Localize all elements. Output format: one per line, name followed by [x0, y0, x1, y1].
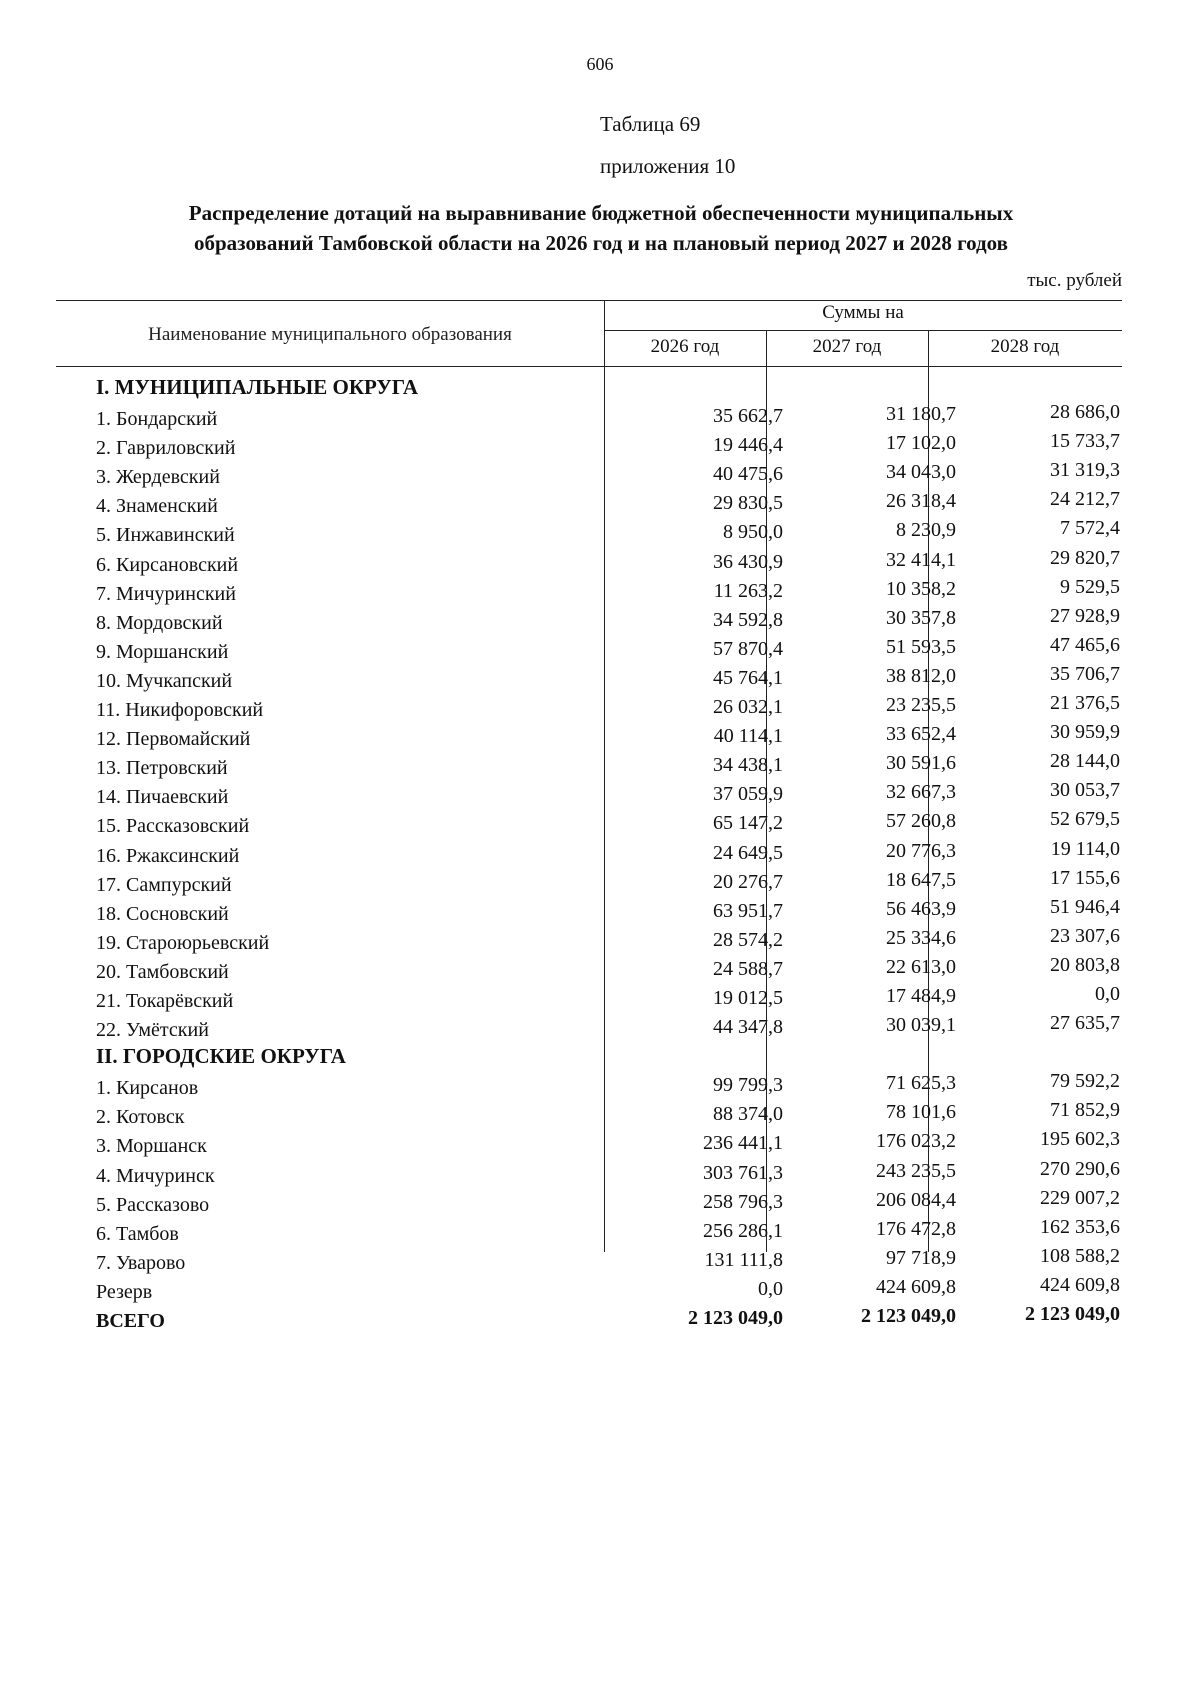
value-2027: 31 180,7	[886, 403, 956, 426]
value-2028: 51 946,4	[1050, 895, 1120, 918]
appendix-reference: приложения 10	[600, 154, 736, 178]
value-2026: 236 441,1	[703, 1132, 783, 1155]
table-top-border	[56, 300, 1122, 301]
value-2028: 270 290,6	[1040, 1157, 1120, 1180]
value-2026: 34 438,1	[713, 754, 783, 777]
value-2028: 29 820,7	[1050, 546, 1120, 569]
value-2026: 57 870,4	[713, 637, 783, 660]
municipality-name: 16. Ржаксинский	[96, 844, 240, 867]
value-2027: 17 484,9	[886, 984, 956, 1007]
municipality-name: 6. Тамбов	[96, 1222, 179, 1245]
municipality-name: 14. Пичаевский	[96, 786, 229, 809]
value-2026: 26 032,1	[713, 696, 783, 719]
value-2028: 31 319,3	[1050, 459, 1120, 482]
value-2027: 32 414,1	[886, 548, 956, 571]
value-2028: 28 144,0	[1050, 750, 1120, 773]
value-2027: 22 613,0	[886, 955, 956, 978]
value-2026: 19 446,4	[713, 434, 783, 457]
value-2026: 29 830,5	[713, 492, 783, 515]
header-sums: Суммы на	[822, 302, 904, 323]
value-2028: 21 376,5	[1050, 692, 1120, 715]
municipality-name: 19. Староюрьевский	[96, 931, 270, 954]
header-year-2027: 2027 год	[812, 336, 882, 357]
value-2028: 20 803,8	[1050, 953, 1120, 976]
municipality-name: 5. Рассказово	[96, 1193, 210, 1216]
value-2028: 35 706,7	[1050, 662, 1120, 685]
value-2028: 0,0	[1095, 982, 1120, 1005]
municipality-name: 1. Бондарский	[96, 408, 218, 431]
value-2028: 71 852,9	[1050, 1099, 1120, 1122]
value-2026: 24 649,5	[713, 841, 783, 864]
municipality-name: 2. Котовск	[96, 1106, 185, 1129]
document-title	[96, 198, 1106, 258]
header-bottom-border	[56, 366, 1122, 367]
municipality-name: 13. Петровский	[96, 757, 228, 780]
municipality-name: 18. Сосновский	[96, 902, 229, 925]
value-2028: 30 053,7	[1050, 779, 1120, 802]
value-2026: 28 574,2	[713, 928, 783, 951]
value-2027: 10 358,2	[886, 577, 956, 600]
value-2027: 30 591,6	[886, 752, 956, 775]
value-2027: 17 102,0	[886, 432, 956, 455]
value-2028: 19 114,0	[1050, 837, 1120, 860]
municipality-name: 8. Мордовский	[96, 611, 223, 634]
value-2027: 25 334,6	[886, 926, 956, 949]
value-2028: 17 155,6	[1050, 866, 1120, 889]
municipality-name: 9. Моршанский	[96, 640, 229, 663]
municipality-name: 3. Жердевский	[96, 466, 220, 489]
municipality-name: 6. Кирсановский	[96, 553, 239, 576]
municipality-name: 11. Никифоровский	[96, 699, 264, 722]
value-2028: 24 212,7	[1050, 488, 1120, 511]
value-2026: 36 430,9	[713, 550, 783, 573]
value-2027: 2 123 049,0	[861, 1305, 956, 1327]
value-2026: 24 588,7	[713, 957, 783, 980]
value-2027: 34 043,0	[886, 461, 956, 484]
header-year-2028: 2028 год	[990, 336, 1060, 357]
value-2027: 243 235,5	[876, 1159, 956, 1182]
value-2027: 20 776,3	[886, 839, 956, 862]
value-2028: 229 007,2	[1040, 1186, 1120, 1209]
header-name-column: Наименование муниципального образования	[148, 324, 512, 345]
value-2027: 97 718,9	[886, 1246, 956, 1269]
value-2028: 79 592,2	[1050, 1070, 1120, 1093]
value-2027: 8 230,9	[896, 519, 956, 542]
value-2026: 99 799,3	[713, 1074, 783, 1097]
value-2026: 45 764,1	[713, 666, 783, 689]
municipality-name: I. МУНИЦИПАЛЬНЫЕ ОКРУГА	[96, 375, 419, 399]
municipality-name: 5. Инжавинский	[96, 524, 235, 547]
page-number: 606	[586, 54, 614, 74]
value-2026: 40 475,6	[713, 463, 783, 486]
value-2028: 9 529,5	[1060, 575, 1120, 598]
value-2026: 40 114,1	[713, 725, 783, 748]
value-2026: 20 276,7	[713, 870, 783, 893]
value-2026: 19 012,5	[713, 986, 783, 1009]
value-2027: 78 101,6	[886, 1101, 956, 1124]
value-2027: 32 667,3	[886, 781, 956, 804]
value-2026: 303 761,3	[703, 1161, 783, 1184]
table-row	[96, 1012, 1122, 1045]
municipality-name: 21. Токарёвский	[96, 989, 234, 1012]
title-line-1: Распределение дотаций на выравнивание бюджетной обеспеченности муниципальных	[188, 201, 1014, 225]
value-2026: 35 662,7	[713, 405, 783, 428]
municipality-name: 15. Рассказовский	[96, 815, 250, 838]
value-2026: 256 286,1	[703, 1219, 783, 1242]
table-body	[96, 376, 1122, 1336]
value-2028: 424 609,8	[1040, 1273, 1120, 1296]
value-2028: 162 353,6	[1040, 1215, 1120, 1238]
header-divider	[604, 330, 1122, 331]
municipality-name: 7. Мичуринский	[96, 582, 236, 605]
value-2028: 27 635,7	[1050, 1012, 1120, 1035]
municipality-name: 22. Умётский	[96, 1019, 209, 1042]
units-label: тыс. рублей	[1027, 270, 1122, 291]
municipality-name: 2. Гавриловский	[96, 437, 236, 460]
value-2027: 56 463,9	[886, 897, 956, 920]
value-2028: 27 928,9	[1050, 604, 1120, 627]
municipality-name: 4. Знаменский	[96, 495, 218, 518]
value-2027: 18 647,5	[886, 868, 956, 891]
value-2027: 176 023,2	[876, 1130, 956, 1153]
value-2027: 30 357,8	[886, 606, 956, 629]
value-2028: 15 733,7	[1050, 430, 1120, 453]
municipality-name: II. ГОРОДСКИЕ ОКРУГА	[96, 1044, 346, 1069]
value-2026: 37 059,9	[713, 783, 783, 806]
value-2027: 23 235,5	[886, 694, 956, 717]
municipality-name: 12. Первомайский	[96, 728, 251, 751]
municipality-name: 1. Кирсанов	[96, 1077, 199, 1100]
value-2026: 88 374,0	[713, 1103, 783, 1126]
value-2028: 47 465,6	[1050, 633, 1120, 656]
value-2027: 38 812,0	[886, 664, 956, 687]
municipality-name: 3. Моршанск	[96, 1135, 207, 1158]
value-2026: 131 111,8	[704, 1248, 783, 1271]
title-line-2: образований Тамбовской области на 2026 год и на плановый период 2027 и 2028 годов	[194, 231, 1008, 255]
value-2026: 11 263,2	[713, 579, 783, 602]
value-2027: 424 609,8	[876, 1275, 956, 1298]
municipality-name: 10. Мучкапский	[96, 669, 233, 692]
municipality-name: 17. Сампурский	[96, 873, 232, 896]
value-2026: 63 951,7	[713, 899, 783, 922]
value-2027: 33 652,4	[886, 723, 956, 746]
value-2028: 7 572,4	[1060, 517, 1120, 540]
value-2026: 258 796,3	[703, 1190, 783, 1213]
value-2027: 206 084,4	[876, 1188, 956, 1211]
municipality-name: 20. Тамбовский	[96, 960, 229, 983]
municipality-name: ВСЕГО	[96, 1310, 165, 1332]
value-2026: 34 592,8	[713, 608, 783, 631]
value-2027: 30 039,1	[886, 1014, 956, 1037]
value-2028: 2 123 049,0	[1025, 1303, 1120, 1325]
municipality-name: Резерв	[96, 1280, 153, 1303]
municipality-name: 4. Мичуринск	[96, 1164, 215, 1187]
value-2028: 108 588,2	[1040, 1244, 1120, 1267]
header-year-2026: 2026 год	[650, 336, 720, 357]
value-2026: 0,0	[758, 1277, 783, 1300]
value-2027: 57 260,8	[886, 810, 956, 833]
value-2026: 44 347,8	[713, 1016, 783, 1039]
value-2028: 30 959,9	[1050, 721, 1120, 744]
value-2028: 23 307,6	[1050, 924, 1120, 947]
value-2027: 26 318,4	[886, 490, 956, 513]
value-2028: 195 602,3	[1040, 1128, 1120, 1151]
value-2028: 52 679,5	[1050, 808, 1120, 831]
table-reference: Таблица 69	[600, 112, 701, 136]
value-2026: 2 123 049,0	[688, 1307, 783, 1329]
value-2027: 51 593,5	[886, 635, 956, 658]
value-2027: 71 625,3	[886, 1072, 956, 1095]
municipality-name: 7. Уварово	[96, 1251, 186, 1274]
value-2026: 8 950,0	[723, 521, 783, 544]
value-2027: 176 472,8	[876, 1217, 956, 1240]
total-row	[96, 1303, 1122, 1336]
value-2028: 28 686,0	[1050, 401, 1120, 424]
value-2026: 65 147,2	[713, 812, 783, 835]
